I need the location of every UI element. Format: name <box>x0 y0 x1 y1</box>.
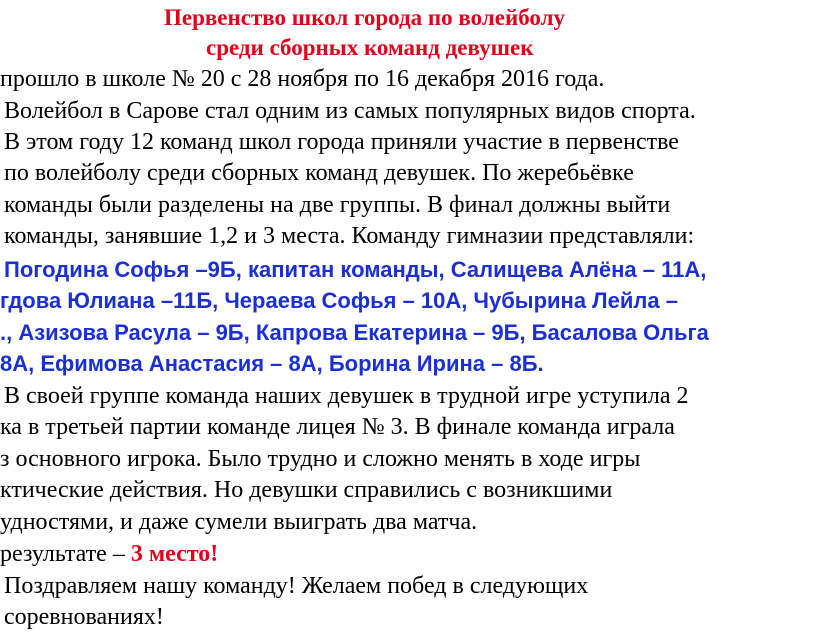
paragraph-line: ка в третьей партии команде лицея № 3. В финале команда играла <box>0 414 675 440</box>
paragraph-line: В этом году 12 команд школ города приняли участие в первенстве <box>4 129 679 155</box>
result-value: 3 место! <box>130 541 219 567</box>
team-members-line: Погодина Софья –9Б, капитан команды, Салищева Алёна – 11А, <box>4 257 707 282</box>
team-members-line: гдова Юлиана –11Б, Чераева Софья – 10А, Чубырина Лейла – <box>0 288 678 313</box>
team-members-line: 8А, Ефимова Анастасия – 8А, Борина Ирина – 8Б. <box>0 351 544 376</box>
result-prefix: результате – <box>0 541 131 567</box>
paragraph-line: ктические действия. Но девушки справились с возникшими <box>0 477 613 503</box>
paragraph-line: з основного игрока. Было трудно и сложно менять в ходе игры <box>0 446 641 472</box>
document-title-line-2: среди сборных команд девушек <box>206 35 534 60</box>
paragraph-line: Волейбол в Сарове стал одним из самых популярных видов спорта. <box>4 98 696 124</box>
closing-line: Поздравляем нашу команду! Желаем побед в следующих <box>4 573 589 599</box>
document-title-line-1: Первенство школ города по волейболу <box>164 5 566 30</box>
team-members-line: ., Азизова Расула – 9Б, Капрова Екатерина – 9Б, Басалова Ольга <box>0 320 709 345</box>
paragraph-line: удностями, и даже сумели выиграть два матча. <box>0 509 478 535</box>
result-line <box>0 539 218 569</box>
paragraph-line: команды, занявшие 1,2 и 3 места. Команду гимназии представляли: <box>4 223 695 249</box>
paragraph-line: по волейболу среди сборных команд девушек. По жеребьёвке <box>4 160 634 186</box>
paragraph-line: В своей группе команда наших девушек в трудной игре уступила 2 <box>4 383 689 409</box>
paragraph-line: прошло в школе № 20 с 28 ноября по 16 декабря 2016 года. <box>0 66 605 92</box>
paragraph-line: команды были разделены на две группы. В финал должны выйти <box>4 192 671 218</box>
closing-line: соревнованиях! <box>4 604 164 630</box>
